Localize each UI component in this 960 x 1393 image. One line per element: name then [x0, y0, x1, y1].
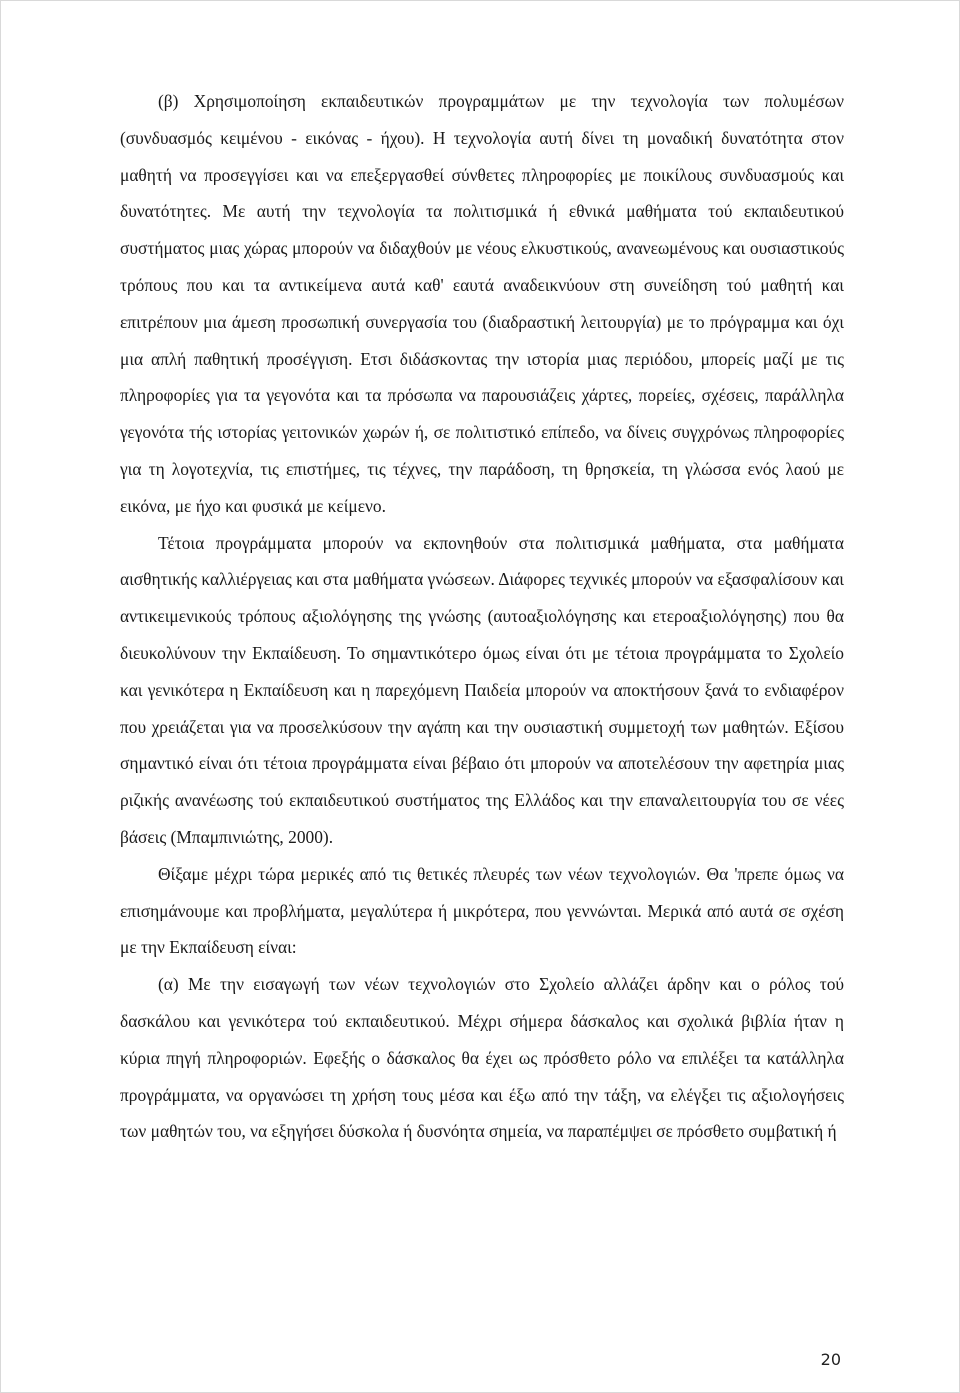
- page-number: 20: [820, 1350, 841, 1369]
- body-text: [120, 83, 844, 1150]
- paragraph-teacher-role: (α) Με την εισαγωγή των νέων τεχνολογιών στο Σχολείο αλλάζει άρδην και ο ρόλος τού δασκάλου και γενικότερα τού εκπαιδευτικού. Μέχρι σήμερα δάσκαλος και σχολικά βιβλία ήταν η κύρια πηγή πληροφοριών. Εφεξής ο δάσκαλος θα έχει ως πρόσθετο ρόλο να επιλέξει τα κατάλληλα προγράμματα, να οργανώσει τη χρήση τους μέσα και έξω από την τάξη, να ελέγξει τις αξιολογήσεις των μαθητών του, να εξηγήσει δύσκολα ή δυσνόητα σημεία, να παραπέμψει σε πρόσθετο συμβατική ή: [120, 974, 844, 1142]
- paragraph-multimedia-programs: (β) Χρησιμοποίηση εκπαιδευτικών προγραμμάτων με την τεχνολογία των πολυμέσων (συνδυασμός κειμένου - εικόνας - ήχου). Η τεχνολογία αυτή δίνει τη μοναδική δυνατότητα στον μαθητή να προσεγγίσει και να επεξεργασθεί σύνθετες πληροφορίες με ποικίλους συνδυασμούς και δυνατότητες. Με αυτή την τεχνολογία τα πολιτισμικά ή εθνικά μαθήματα τού εκπαιδευτικού συστήματος μιας χώρας μπορούν να διδαχθούν με νέους ελκυστικούς, ανανεωμένους και ουσιαστικούς τρόπους που και τα αντικείμενα αυτά καθ' εαυτά αναδεικνύουν στη συνείδηση τού μαθητή και επιτρέπουν μια άμεση προσωπική συνεργασία του (διαδραστική λειτουργία) με το πρόγραμμα και όχι μια απλή παθητική προσέγγιση. Ετσι διδάσκοντας την ιστορία μιας περιόδου, μπορείς μαζί με τις πληροφορίες για τα γεγονότα και τα πρόσωπα να παρουσιάζεις χάρτες, πορείες, σχέσεις, παράλληλα γεγονότα τής ιστορίας γειτονικών χωρών ή, σε πολιτιστικό επίπεδο, να δίνεις συγχρόνως πληροφορίες για τη λογοτεχνία, τις επιστήμες, τις τέχνες, την παράδοση, τη θρησκεία, τη γλώσσα ενός λαού με εικόνα, με ήχο και φυσικά με κείμενο.: [120, 91, 844, 516]
- paragraph-program-benefits: Τέτοια προγράμματα μπορούν να εκπονηθούν στα πολιτισμικά μαθήματα, στα μαθήματα αισθητικής καλλιέργειας και στα μαθήματα γνώσεων. Διάφορες τεχνικές μπορούν να εξασφαλίσουν και αντικειμενικούς τρόπους αξιολόγησης της γνώσης (αυτοαξιολόγησης και ετεροαξιολόγησης) που θα διευκολύνουν την Εκπαίδευση. Το σημαντικότερο όμως είναι ότι με τέτοια προγράμματα το Σχολείο και γενικότερα η Εκπαίδευση και η παρεχόμενη Παιδεία μπορούν να αποκτήσουν ξανά το ενδιαφέρον που χρειάζεται για να προσελκύσουν την αγάπη και την ουσιαστική συμμετοχή των μαθητών. Εξίσου σημαντικό είναι ότι τέτοια προγράμματα είναι βέβαιο ότι μπορούν να αποτελέσουν την αφετηρία μιας ριζικής ανανέωσης τού εκπαιδευτικού συστήματος της Ελλάδος και την επαναλειτουργία του σε νέες βάσεις (Μπαμπινιώτης, 2000).: [120, 532, 844, 847]
- paragraph-problems-intro: Θίξαμε μέχρι τώρα μερικές από τις θετικές πλευρές των νέων τεχνολογιών. Θα 'πρεπε όμως να επισημάνουμε και προβλήματα, μεγαλύτερα ή μικρότερα, που γεννώνται. Μερικά από αυτά σε σχέση με την Εκπαίδευση είναι:: [120, 863, 844, 958]
